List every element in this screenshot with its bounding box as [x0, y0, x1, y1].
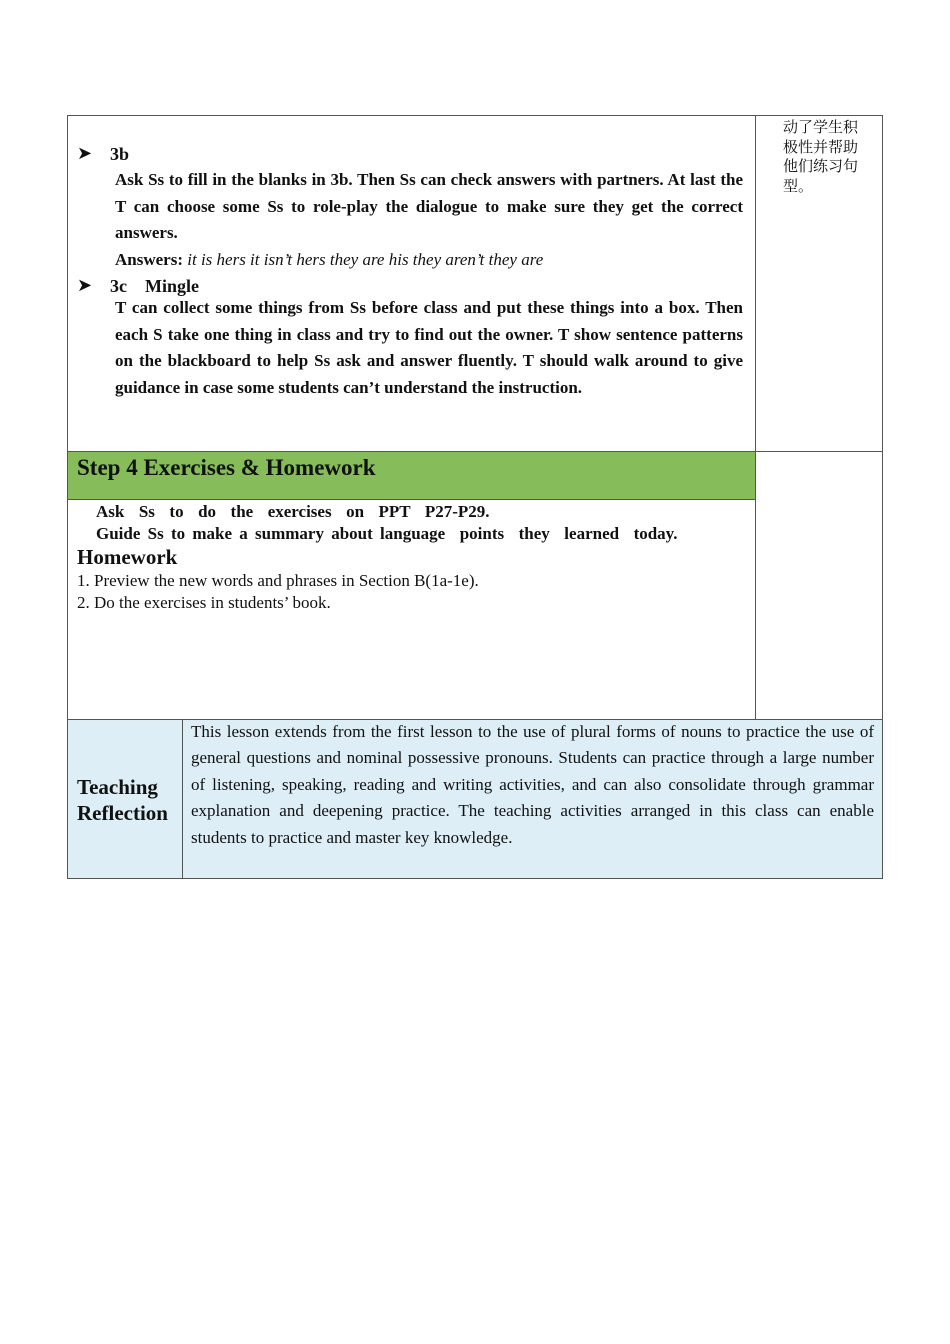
exercise-line: Guide Ss to make a summary about language points they learned today.	[96, 524, 678, 543]
homework-item: 1. Preview the new words and phrases in Section B(1a-1e).	[77, 571, 479, 590]
arrowhead-bullet-icon: ➤	[77, 143, 93, 163]
step4-side-cell	[755, 451, 883, 720]
item-3b-answers	[115, 247, 745, 274]
homework-item: 2. Do the exercises in students’ book.	[77, 593, 331, 612]
step4-title: Step 4 Exercises & Homework	[77, 455, 376, 480]
answers-label: Answers:	[115, 250, 183, 269]
answers-text: it is hers it isn’t hers they are his they aren’t they are	[187, 250, 544, 269]
homework-title: Homework	[77, 545, 178, 569]
exercise-line: Ask Ss to do the exercises on PPT P27-P29.	[96, 502, 490, 521]
side-note: 动了学生积极性并帮助他们练习句型。	[783, 118, 859, 195]
reflection-text: This lesson extends from the first lesson to the use of plural forms of nouns to practice the use of general questions and nominal possessive pronouns. Students can practice through a large number of listening, speaking, reading and writing activities, and can also consolidate through grammar explanation and deepening practice. The teaching activities arranged in this class can enable students to practice and master key knowledge.	[191, 722, 874, 847]
item-3c-label: 3c Mingle	[110, 276, 199, 296]
arrowhead-bullet-icon: ➤	[77, 275, 93, 295]
item-3c-instructions: T can collect some things from Ss before class and put these things into a box. Then each S take one thing in class and try to find out the owner. T show sentence patterns on the blackboard to help Ss ask and answer fluently. T should walk around to give guidance in case some students can’t understand the instruction.	[115, 298, 743, 397]
reflection-label-line1: Teaching	[77, 775, 158, 799]
reflection-label-line2: Reflection	[77, 801, 168, 825]
item-3b-instructions: Ask Ss to fill in the blanks in 3b. Then Ss can check answers with partners. At last the T can choose some Ss to role-play the dialogue to make sure they get the correct answers.	[115, 170, 743, 243]
item-3b-label: 3b	[110, 144, 130, 164]
